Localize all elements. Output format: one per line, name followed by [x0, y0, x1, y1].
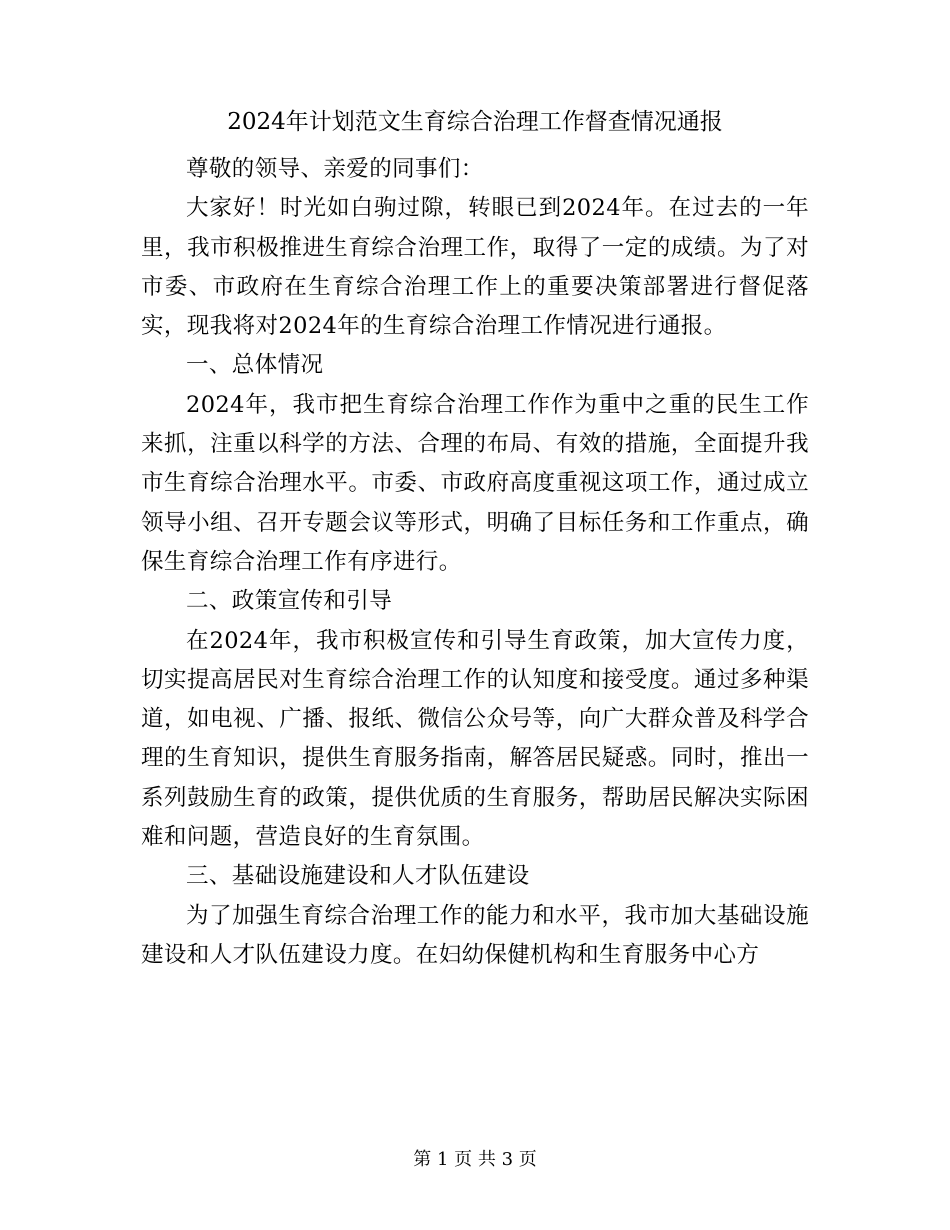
- paragraph-policy: 在2024年，我市积极宣传和引导生育政策，加大宣传力度，切实提高居民对生育综合治理工作的认知度和接受度。通过多种渠道，如电视、广播、报纸、微信公众号等，向广大群众普及科学合理的生育知识，提供生育服务指南，解答居民疑惑。同时，推出一系列鼓励生育的政策，提供优质的生育服务，帮助居民解决实际困难和问题，营造良好的生育氛围。: [141, 627, 809, 851]
- section-heading-overview: 一、总体情况: [186, 352, 324, 379]
- paragraph-overview: 2024年，我市把生育综合治理工作作为重中之重的民生工作来抓，注重以科学的方法、合理的布局、有效的措施，全面提升我市生育综合治理水平。市委、市政府高度重视这项工作，通过成立领导小组、召开专题会议等形式，明确了目标任务和工作重点，确保生育综合治理工作有序进行。: [141, 391, 809, 575]
- paragraph-infrastructure: 为了加强生育综合治理工作的能力和水平，我市加大基础设施建设和人才队伍建设力度。在妇幼保健机构和生育服务中心方: [141, 902, 809, 968]
- document-body: [141, 150, 809, 975]
- page-number-footer: 第 1 页 共 3 页: [413, 1149, 537, 1170]
- salutation: 尊敬的领导、亲爱的同事们：: [186, 156, 484, 182]
- section-heading-infrastructure: 三、基础设施建设和人才队伍建设: [186, 863, 530, 890]
- section-heading-policy: 二、政策宣传和引导: [186, 588, 393, 615]
- paragraph-intro: 大家好！时光如白驹过隙，转眼已到2024年。在过去的一年里，我市积极推进生育综合治理工作，取得了一定的成绩。为了对市委、市政府在生育综合治理工作上的重要决策部署进行督促落实，现我将对2024年的生育综合治理工作情况进行通报。: [141, 195, 809, 340]
- document-title: 2024年计划范文生育综合治理工作督查情况通报: [227, 109, 723, 135]
